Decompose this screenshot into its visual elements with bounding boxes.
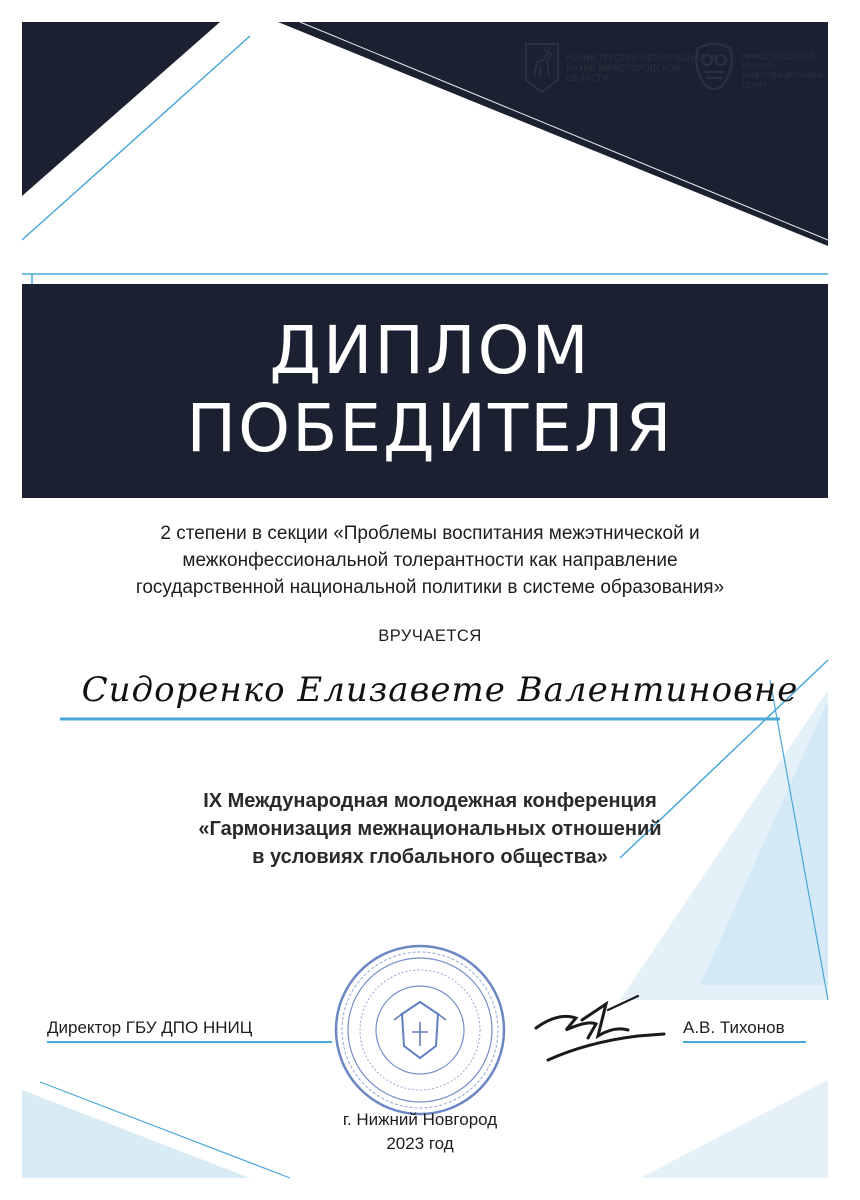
- degree-description: [40, 520, 820, 601]
- conference-line-1: IX Международная молодежная конференция: [203, 790, 657, 812]
- owl-logo-icon: [692, 42, 736, 94]
- director-position: Директор ГБУ ДПО ННИЦ: [47, 1018, 253, 1037]
- deer-emblem-icon: [524, 42, 560, 94]
- conference-line-3: в условиях глобального общества»: [252, 846, 608, 868]
- issue-year: 2023 год: [386, 1134, 454, 1153]
- awarded-label: ВРУЧАЕТСЯ: [378, 627, 482, 645]
- bottom-left-triangle: [22, 1090, 250, 1178]
- handwritten-signature: [518, 990, 668, 1080]
- top-left-triangle: [22, 22, 220, 196]
- signer-name: А.В. Тихонов: [683, 1018, 785, 1037]
- degree-line-2: межконфессиональной толерантности как направление: [182, 550, 678, 571]
- official-seal: [332, 942, 508, 1118]
- recipient-name: Сидоренко Елизавете Валентиновне: [81, 670, 799, 710]
- ministry-logo-text: МИНИСТЕРСТВО ОБРАЗОВАНИЯ И НАУКИ НИЖЕГОРОДСКОЙ ОБЛАСТИ: [566, 54, 716, 84]
- conference-title: [40, 787, 820, 871]
- conference-line-2: «Гармонизация межнациональных отношений: [198, 818, 662, 840]
- degree-line-1: 2 степени в секции «Проблемы воспитания межэтнической и: [160, 523, 700, 544]
- center-logo-text: НИЖЕГОРОДСКИЙ НАУЧНО ИНФОРМАЦИОННЫЙ ЦЕНТР: [742, 52, 823, 90]
- center-logo: [690, 40, 830, 100]
- title-line-2: ПОБЕДИТЕЛЯ: [186, 390, 674, 467]
- title-line-1: ДИПЛОМ: [269, 312, 591, 389]
- place-and-date: [260, 1108, 580, 1156]
- city-name: г. Нижний Новгород: [342, 1110, 498, 1129]
- degree-line-3: государственной национальной политики в системе образования»: [135, 577, 725, 598]
